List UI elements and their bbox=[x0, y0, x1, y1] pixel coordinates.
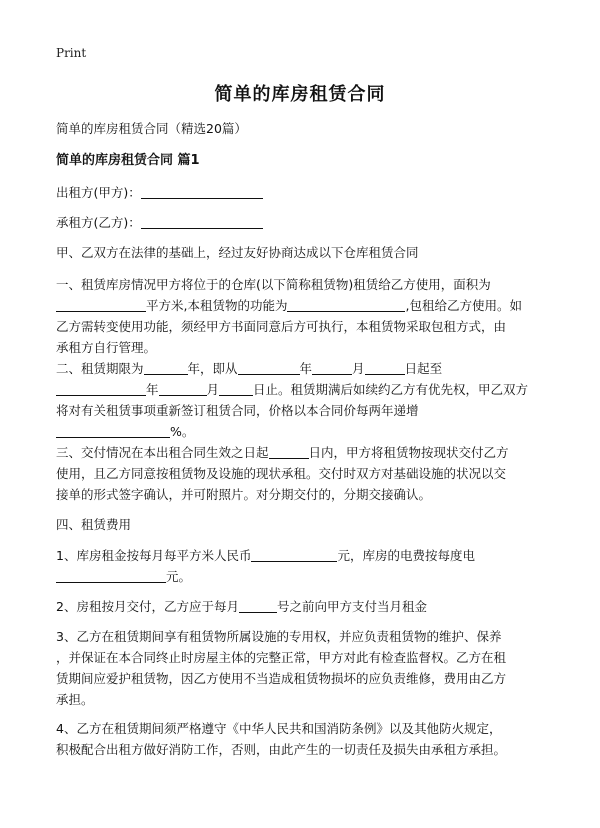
start-day-blank bbox=[365, 360, 405, 375]
end-month-blank bbox=[159, 381, 207, 396]
item3-line1: 3、乙方在租赁期间享有租赁物所属设施的专用权，并应负责租赁物的维护、保养 bbox=[56, 629, 502, 644]
section-title: 简单的库房租赁合同 篇1 bbox=[56, 153, 200, 168]
item2-text: 2、房租按月交付，乙方应于每月 bbox=[56, 599, 239, 614]
document-title: 简单的库房租赁合同 bbox=[214, 84, 386, 105]
item3-line4: 承担。 bbox=[56, 692, 94, 707]
clause1-text: 平方米,本租赁物的功能为 bbox=[146, 298, 288, 313]
end-day-blank bbox=[219, 381, 253, 396]
start-year-blank bbox=[238, 360, 300, 375]
item3-line2: ，并保证在本合同终止时房屋主体的完整正常，甲方对此有检查监督权。乙方在租 bbox=[56, 650, 507, 665]
clause2-text: 二、租赁期限为 bbox=[56, 361, 144, 376]
lessor-blank bbox=[141, 184, 263, 199]
clause2-text: 年 bbox=[146, 382, 159, 397]
clause4-title: 四、租赁费用 bbox=[56, 517, 132, 532]
lessor-line bbox=[56, 182, 556, 203]
item1-text: 1、库房租金按每月每平方米人民币 bbox=[56, 548, 252, 563]
item4-line2: 积极配合出租方做好消防工作，否则，由此产生的一切责任及损失由承租方承担。 bbox=[56, 742, 507, 757]
clause2-text: 月 bbox=[206, 382, 220, 397]
clause2-line1 bbox=[56, 358, 556, 379]
lessee-line bbox=[56, 212, 556, 233]
clause2-text: 年 bbox=[299, 361, 313, 376]
clause3-text: 日内，甲方将租赁物按现状交付乙方 bbox=[308, 445, 509, 460]
clause1-line1: 一、租赁库房情况甲方将位于的仓库(以下简称租赁物)租赁给乙方使用，面积为 bbox=[56, 277, 491, 292]
clause1-line4: 承租方自行管理。 bbox=[56, 340, 157, 355]
increase-rate-blank bbox=[56, 423, 170, 438]
lessor-label: 出租方(甲方)： bbox=[56, 185, 141, 200]
clause3-line2: 使用，且乙方同意按租赁物及设施的现状承租。交付时双方对基础设施的状况以交 bbox=[56, 466, 507, 481]
item2-text: 号之前向甲方支付当月租金 bbox=[276, 599, 427, 614]
clause2-text: 日起至 bbox=[404, 361, 443, 376]
start-month-blank bbox=[312, 360, 352, 375]
item1-line1 bbox=[56, 545, 556, 566]
electricity-price-blank bbox=[56, 568, 166, 583]
clause3-text: 三、交付情况在本出租合同生效之日起 bbox=[56, 445, 269, 460]
clause2-text: 日止。租赁期满后如续约乙方有优先权，甲乙双方 bbox=[253, 382, 529, 397]
function-blank bbox=[287, 297, 405, 312]
clause3-line1 bbox=[56, 442, 556, 463]
clause2-text: %。 bbox=[170, 424, 195, 439]
lessee-label: 承租方(乙方)： bbox=[56, 215, 141, 230]
payment-day-blank bbox=[239, 598, 277, 613]
item3-line3: 赁期间应爱护租赁物，因乙方使用不当造成租赁物损坏的应负责维修，费用由乙方 bbox=[56, 671, 507, 686]
end-year-blank bbox=[56, 381, 146, 396]
clause2-line3: 将对有关租赁事项重新签订租赁合同，价格以本合同价每两年递增 bbox=[56, 403, 419, 418]
area-blank bbox=[56, 297, 146, 312]
clause3-line3: 接单的形式签字确认，并可附照片。对分期交付的，分期交接确认。 bbox=[56, 487, 432, 502]
item2-line bbox=[56, 596, 556, 617]
clause1-line3: 乙方需转变使用功能，须经甲方书面同意后方可执行，本租赁物采取包租方式，由 bbox=[56, 319, 507, 334]
delivery-days-blank bbox=[269, 444, 309, 459]
item4-line1: 4、乙方在租赁期间须严格遵守《中华人民共和国消防条例》以及其他防火规定， bbox=[56, 721, 502, 736]
print-link[interactable]: Print bbox=[56, 46, 87, 60]
rent-price-blank bbox=[251, 547, 337, 562]
lessee-blank bbox=[141, 214, 263, 229]
item1-line2 bbox=[56, 566, 556, 587]
intro-paragraph: 甲、乙双方在法律的基础上，经过友好协商达成以下仓库租赁合同 bbox=[56, 245, 419, 260]
item1-text: 元，库房的电费按每度电 bbox=[337, 548, 475, 563]
clause2-text: 月 bbox=[352, 361, 365, 376]
clause2-line4 bbox=[56, 421, 556, 442]
clause1-text: ,包租给乙方使用。如 bbox=[405, 298, 522, 313]
clause2-text: 年，即从 bbox=[187, 361, 238, 376]
clause1-line2 bbox=[56, 295, 556, 316]
clause2-line2 bbox=[56, 379, 556, 400]
document-subtitle: 简单的库房租赁合同（精选20篇） bbox=[56, 121, 247, 136]
item1-text: 元。 bbox=[166, 569, 192, 584]
term-years-blank bbox=[144, 360, 188, 375]
